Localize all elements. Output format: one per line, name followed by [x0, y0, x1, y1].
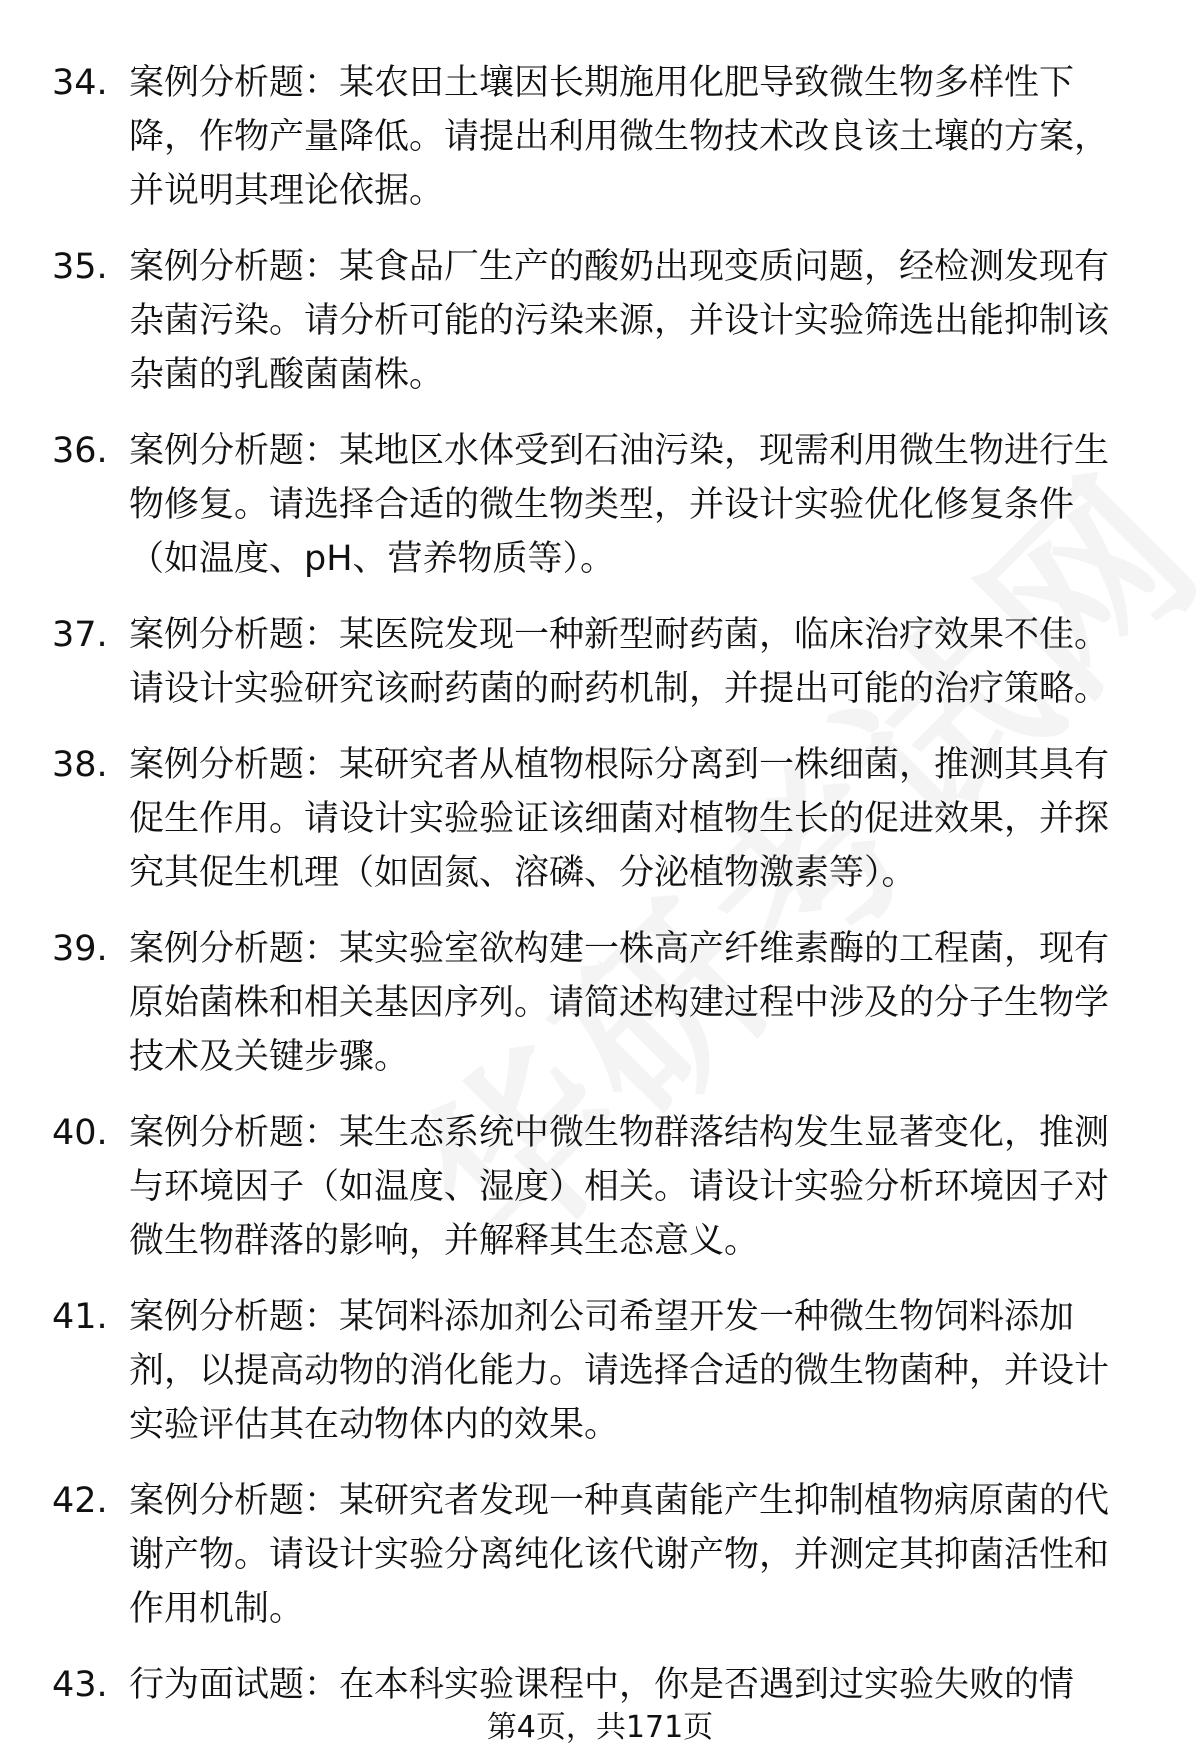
question-text: 案例分析题：某农田土壤因长期施用化肥导致微生物多样性下降，作物产量降低。请提出利用微生物技术改良该土壤的方案，并说明其理论依据。: [129, 63, 1110, 211]
question-item-38: [0, 738, 1200, 900]
question-number: 41.: [52, 1297, 108, 1337]
question-text: 案例分析题：某生态系统中微生物群落结构发生显著变化，推测与环境因子（如温度、湿度）相关。请设计实验分析环境因子对微生物群落的影响，并解释其生态意义。: [129, 1113, 1110, 1261]
question-list: [0, 56, 1200, 1734]
question-number: 36.: [52, 431, 108, 471]
question-item-36: [0, 424, 1200, 586]
question-number: 39.: [52, 929, 108, 969]
question-text: 案例分析题：某地区水体受到石油污染，现需利用微生物进行生物修复。请选择合适的微生物类型，并设计实验优化修复条件（如温度、pH、营养物质等）。: [129, 431, 1110, 579]
question-text: 案例分析题：某实验室欲构建一株高产纤维素酶的工程菌，现有原始菌株和相关基因序列。请简述构建过程中涉及的分子生物学技术及关键步骤。: [129, 929, 1110, 1077]
question-item-37: [0, 608, 1200, 716]
question-item-41: [0, 1290, 1200, 1452]
question-number: 43.: [52, 1665, 108, 1705]
question-item-35: [0, 240, 1200, 402]
page-footer: [0, 1708, 1200, 1748]
question-text: 案例分析题：某饲料添加剂公司希望开发一种微生物饲料添加剂，以提高动物的消化能力。请选择合适的微生物菌种，并设计实验评估其在动物体内的效果。: [129, 1297, 1110, 1445]
question-text: 行为面试题：在本科实验课程中，你是否遇到过实验失败的情: [129, 1665, 1075, 1705]
question-number: 38.: [52, 745, 108, 785]
question-item-43: [0, 1658, 1200, 1712]
page-number-label: 第4页，共171页: [486, 1710, 714, 1745]
question-number: 34.: [52, 63, 108, 103]
question-item-40: [0, 1106, 1200, 1268]
question-number: 42.: [52, 1481, 108, 1521]
question-number: 35.: [52, 247, 108, 287]
question-number: 37.: [52, 615, 108, 655]
question-text: 案例分析题：某研究者发现一种真菌能产生抑制植物病原菌的代谢产物。请设计实验分离纯化该代谢产物，并测定其抑菌活性和作用机制。: [129, 1481, 1110, 1629]
question-item-34: [0, 56, 1200, 218]
question-text: 案例分析题：某研究者从植物根际分离到一株细菌，推测其具有促生作用。请设计实验验证该细菌对植物生长的促进效果，并探究其促生机理（如固氮、溶磷、分泌植物激素等）。: [129, 745, 1110, 893]
question-text: 案例分析题：某医院发现一种新型耐药菌，临床治疗效果不佳。请设计实验研究该耐药菌的耐药机制，并提出可能的治疗策略。: [129, 615, 1110, 709]
question-item-39: [0, 922, 1200, 1084]
question-number: 40.: [52, 1113, 108, 1153]
question-text: 案例分析题：某食品厂生产的酸奶出现变质问题，经检测发现有杂菌污染。请分析可能的污染来源，并设计实验筛选出能抑制该杂菌的乳酸菌菌株。: [129, 247, 1110, 395]
question-item-42: [0, 1474, 1200, 1636]
